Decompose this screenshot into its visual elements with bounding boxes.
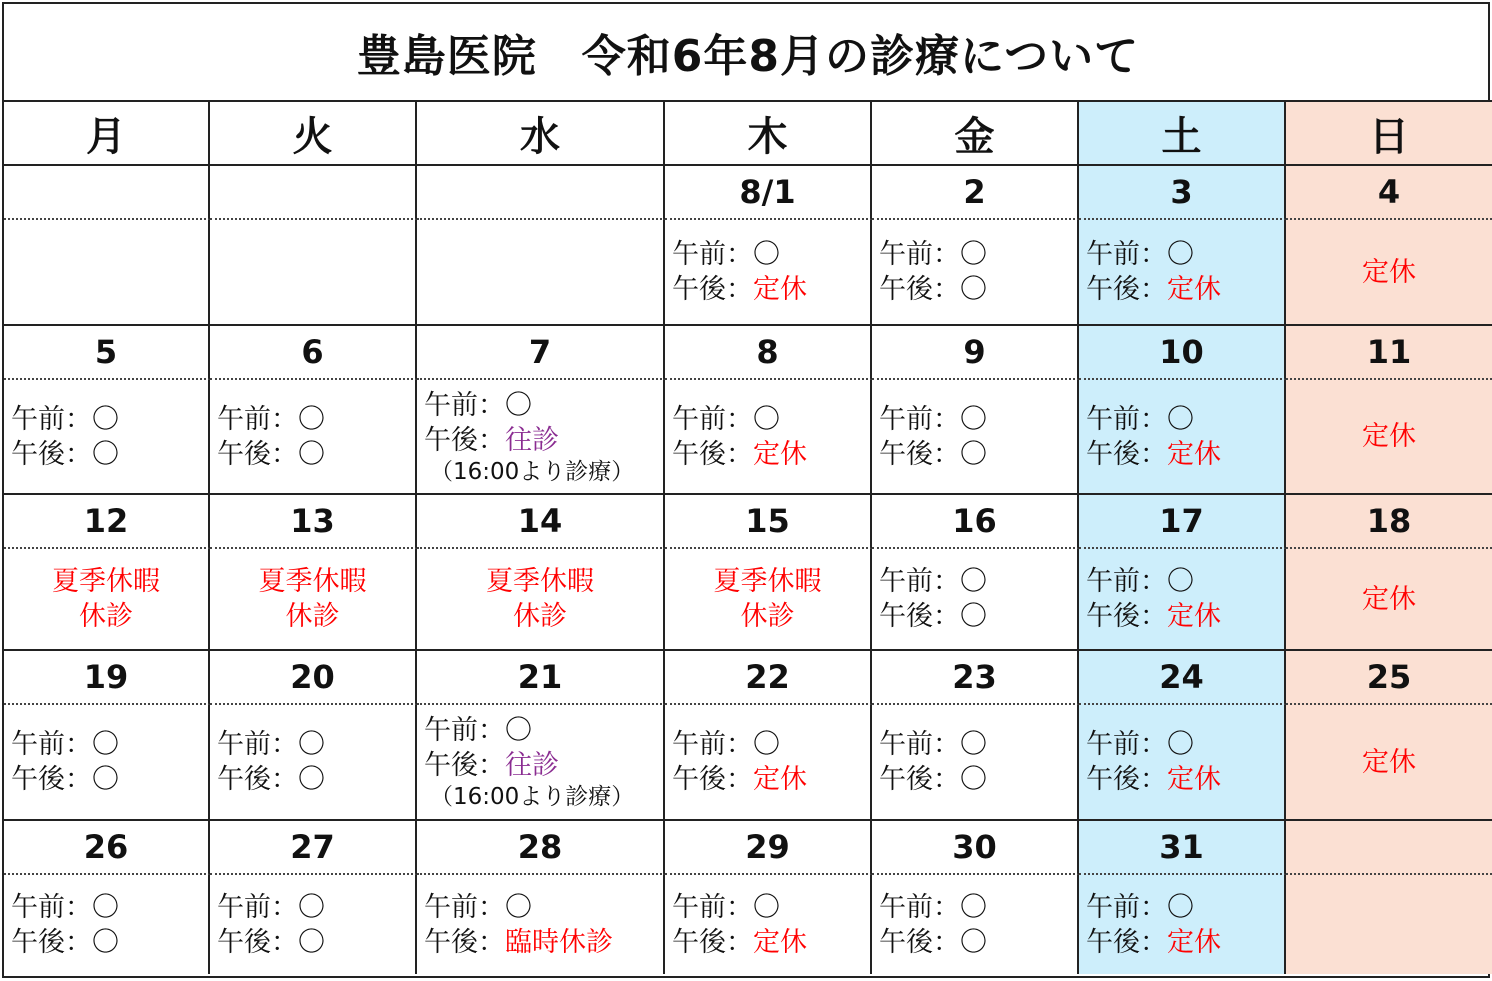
- am-label: 午前：: [879, 891, 960, 923]
- date-number: 4: [1286, 166, 1492, 220]
- am-line: [879, 402, 1077, 437]
- am-label: 午前：: [672, 891, 753, 923]
- day-cell: [210, 875, 417, 974]
- am-label: 午前：: [879, 239, 960, 270]
- weekday-header-mon: 月: [4, 102, 210, 166]
- pm-line: [11, 762, 208, 797]
- date-number: 9: [872, 326, 1079, 380]
- am-status: 〇: [298, 729, 325, 760]
- am-line: [11, 402, 208, 437]
- pm-line: [879, 599, 1077, 634]
- pm-status: 定休: [1167, 438, 1221, 470]
- weekday-header-thu: 木: [665, 102, 872, 166]
- day-cell: [1286, 875, 1492, 974]
- am-label: 午前：: [217, 403, 298, 435]
- pm-label: 午後：: [672, 764, 753, 795]
- closed-label: 定休: [1362, 746, 1416, 778]
- date-number: 23: [872, 651, 1079, 705]
- weekday-header-sun: 日: [1286, 102, 1492, 166]
- date-number: [1286, 821, 1492, 875]
- am-label: 午前：: [217, 729, 298, 760]
- am-line: [672, 727, 870, 762]
- pm-status: 〇: [298, 926, 325, 958]
- pm-label: 午後：: [879, 764, 960, 795]
- am-line: [217, 727, 415, 762]
- pm-status: 〇: [960, 601, 987, 632]
- am-status: 〇: [505, 715, 532, 746]
- day-cell: [872, 549, 1079, 651]
- pm-label: 午後：: [672, 274, 753, 305]
- holiday-status: 休診: [513, 601, 567, 632]
- date-number: 15: [665, 495, 872, 549]
- am-label: 午前：: [672, 239, 753, 270]
- day-cell: [4, 705, 210, 821]
- visit-note: （16:00より診療）: [430, 458, 635, 485]
- pm-label: 午後：: [424, 424, 505, 456]
- am-label: 午前：: [424, 891, 505, 923]
- pm-status: 定休: [1167, 274, 1221, 305]
- pm-line: [217, 762, 415, 797]
- weekday-header-wed: 水: [417, 102, 665, 166]
- pm-status: 〇: [298, 764, 325, 795]
- am-line: [672, 890, 870, 925]
- pm-line: [879, 762, 1077, 797]
- pm-label: 午後：: [11, 438, 92, 470]
- am-status: 〇: [1167, 239, 1194, 270]
- am-status: 〇: [753, 239, 780, 270]
- am-label: 午前：: [1086, 566, 1167, 597]
- holiday-label: 夏季休暇: [486, 566, 594, 597]
- page-title: 豊島医院 令和6年8月の診療について: [4, 4, 1492, 102]
- pm-status: 〇: [298, 438, 325, 470]
- pm-label: 午後：: [672, 438, 753, 470]
- pm-label: 午後：: [879, 926, 960, 958]
- am-label: 午前：: [1086, 891, 1167, 923]
- am-label: 午前：: [879, 403, 960, 435]
- am-status: 〇: [92, 729, 119, 760]
- am-line: [424, 713, 663, 748]
- pm-label: 午後：: [217, 764, 298, 795]
- day-cell: [872, 220, 1079, 326]
- date-number: 31: [1079, 821, 1286, 875]
- closed-label: 定休: [1362, 421, 1416, 452]
- date-number: 18: [1286, 495, 1492, 549]
- pm-line: [879, 925, 1077, 960]
- day-cell: [1286, 549, 1492, 651]
- pm-line: [1086, 437, 1284, 472]
- date-number: 21: [417, 651, 665, 705]
- am-status: 〇: [92, 403, 119, 435]
- date-number: 20: [210, 651, 417, 705]
- day-cell: [417, 220, 665, 326]
- day-cell: [417, 549, 665, 651]
- date-number: 26: [4, 821, 210, 875]
- pm-label: 午後：: [879, 601, 960, 632]
- am-label: 午前：: [1086, 403, 1167, 435]
- am-status: 〇: [960, 891, 987, 923]
- pm-status: 往診: [505, 750, 559, 781]
- date-number: 13: [210, 495, 417, 549]
- pm-status: 定休: [1167, 601, 1221, 632]
- pm-label: 午後：: [217, 926, 298, 958]
- holiday-status: 休診: [79, 601, 133, 632]
- am-status: 〇: [1167, 729, 1194, 760]
- am-label: 午前：: [424, 389, 505, 421]
- pm-line: [672, 437, 870, 472]
- pm-line: [11, 925, 208, 960]
- date-number: [4, 166, 210, 220]
- pm-status: 定休: [1167, 926, 1221, 958]
- am-status: 〇: [960, 729, 987, 760]
- pm-line: [879, 437, 1077, 472]
- am-line: [879, 890, 1077, 925]
- date-number: 12: [4, 495, 210, 549]
- day-cell: [4, 220, 210, 326]
- am-status: 〇: [960, 403, 987, 435]
- am-line: [879, 564, 1077, 599]
- pm-line: [672, 272, 870, 307]
- holiday-label: 夏季休暇: [258, 566, 367, 597]
- am-line: [1086, 237, 1284, 272]
- pm-label: 午後：: [879, 438, 960, 470]
- am-label: 午前：: [424, 715, 505, 746]
- pm-line: [217, 437, 415, 472]
- am-status: 〇: [298, 891, 325, 923]
- pm-line: [879, 272, 1077, 307]
- closed-label: 定休: [1362, 256, 1416, 288]
- day-cell: [665, 705, 872, 821]
- am-line: [217, 890, 415, 925]
- pm-line: [1086, 925, 1284, 960]
- am-line: [672, 402, 870, 437]
- am-status: 〇: [298, 403, 325, 435]
- pm-label: 午後：: [217, 438, 298, 470]
- am-label: 午前：: [879, 729, 960, 760]
- am-label: 午前：: [1086, 729, 1167, 760]
- am-status: 〇: [753, 729, 780, 760]
- pm-line: [672, 762, 870, 797]
- day-cell: [417, 875, 665, 974]
- am-line: [879, 237, 1077, 272]
- holiday-label: 夏季休暇: [52, 566, 160, 597]
- am-label: 午前：: [879, 566, 960, 597]
- date-number: 29: [665, 821, 872, 875]
- am-line: [11, 727, 208, 762]
- am-status: 〇: [505, 389, 532, 421]
- am-status: 〇: [505, 891, 532, 923]
- day-cell: [4, 549, 210, 651]
- pm-line: [424, 925, 663, 960]
- weekday-header-sat: 土: [1079, 102, 1286, 166]
- am-line: [879, 727, 1077, 762]
- date-number: 24: [1079, 651, 1286, 705]
- day-cell: [872, 380, 1079, 495]
- am-label: 午前：: [217, 891, 298, 923]
- pm-label: 午後：: [1086, 438, 1167, 470]
- date-number: 7: [417, 326, 665, 380]
- pm-line: [11, 437, 208, 472]
- day-cell: [4, 380, 210, 495]
- date-number: 30: [872, 821, 1079, 875]
- calendar-table: [2, 2, 1490, 978]
- day-cell: [417, 380, 665, 495]
- pm-status: 定休: [753, 926, 807, 958]
- am-label: 午前：: [672, 403, 753, 435]
- am-line: [424, 890, 663, 925]
- am-status: 〇: [960, 566, 987, 597]
- pm-line: [1086, 272, 1284, 307]
- pm-status: 臨時休診: [505, 926, 613, 958]
- day-cell: [665, 220, 872, 326]
- closed-label: 定休: [1362, 583, 1416, 615]
- pm-line: [1086, 599, 1284, 634]
- pm-status: 定休: [753, 438, 807, 470]
- day-cell: [1286, 220, 1492, 326]
- day-cell: [872, 875, 1079, 974]
- am-status: 〇: [1167, 403, 1194, 435]
- pm-label: 午後：: [424, 926, 505, 958]
- pm-label: 午後：: [424, 750, 505, 781]
- am-line: [1086, 564, 1284, 599]
- day-cell: [1079, 549, 1286, 651]
- date-number: 6: [210, 326, 417, 380]
- pm-label: 午後：: [1086, 764, 1167, 795]
- am-line: [11, 890, 208, 925]
- pm-status: 〇: [960, 926, 987, 958]
- pm-status: 〇: [92, 764, 119, 795]
- pm-line: [424, 748, 663, 783]
- day-cell: [417, 705, 665, 821]
- pm-status: 〇: [92, 926, 119, 958]
- pm-line: [1086, 762, 1284, 797]
- pm-status: 〇: [960, 764, 987, 795]
- am-label: 午前：: [1086, 239, 1167, 270]
- am-line: [1086, 727, 1284, 762]
- day-cell: [665, 875, 872, 974]
- pm-label: 午後：: [11, 926, 92, 958]
- pm-line: [424, 423, 663, 458]
- pm-status: 定休: [753, 274, 807, 305]
- date-number: 28: [417, 821, 665, 875]
- day-cell: [210, 380, 417, 495]
- date-number: 27: [210, 821, 417, 875]
- pm-label: 午後：: [1086, 926, 1167, 958]
- am-status: 〇: [753, 403, 780, 435]
- pm-status: 定休: [753, 764, 807, 795]
- am-line: [424, 388, 663, 423]
- am-status: 〇: [960, 239, 987, 270]
- date-number: 3: [1079, 166, 1286, 220]
- pm-status: 〇: [960, 438, 987, 470]
- date-number: 11: [1286, 326, 1492, 380]
- day-cell: [1079, 875, 1286, 974]
- day-cell: [210, 705, 417, 821]
- am-status: 〇: [753, 891, 780, 923]
- day-cell: [1079, 220, 1286, 326]
- pm-label: 午後：: [879, 274, 960, 305]
- day-cell: [1079, 705, 1286, 821]
- day-cell: [872, 705, 1079, 821]
- day-cell: [1286, 380, 1492, 495]
- day-cell: [1079, 380, 1286, 495]
- day-cell: [210, 549, 417, 651]
- am-label: 午前：: [11, 891, 92, 923]
- am-label: 午前：: [11, 403, 92, 435]
- pm-label: 午後：: [1086, 274, 1167, 305]
- date-number: 5: [4, 326, 210, 380]
- pm-status: 往診: [505, 424, 559, 456]
- am-status: 〇: [92, 891, 119, 923]
- visit-note: （16:00より診療）: [430, 784, 635, 810]
- holiday-status: 休診: [285, 601, 340, 632]
- day-cell: [210, 220, 417, 326]
- date-number: [210, 166, 417, 220]
- am-status: 〇: [1167, 891, 1194, 923]
- day-cell: [665, 549, 872, 651]
- holiday-status: 休診: [740, 601, 795, 632]
- pm-label: 午後：: [1086, 601, 1167, 632]
- holiday-label: 夏季休暇: [713, 566, 822, 597]
- am-line: [1086, 402, 1284, 437]
- date-number: 10: [1079, 326, 1286, 380]
- am-status: 〇: [1167, 566, 1194, 597]
- pm-line: [217, 925, 415, 960]
- am-label: 午前：: [11, 729, 92, 760]
- day-cell: [4, 875, 210, 974]
- date-number: 25: [1286, 651, 1492, 705]
- date-number: 8/1: [665, 166, 872, 220]
- date-number: 16: [872, 495, 1079, 549]
- day-cell: [665, 380, 872, 495]
- weekday-header-fri: 金: [872, 102, 1079, 166]
- am-line: [1086, 890, 1284, 925]
- am-line: [672, 237, 870, 272]
- date-number: 19: [4, 651, 210, 705]
- date-number: 22: [665, 651, 872, 705]
- date-number: 8: [665, 326, 872, 380]
- weekday-header-tue: 火: [210, 102, 417, 166]
- pm-label: 午後：: [672, 926, 753, 958]
- am-line: [217, 402, 415, 437]
- date-number: 14: [417, 495, 665, 549]
- pm-status: 〇: [960, 274, 987, 305]
- pm-status: 定休: [1167, 764, 1221, 795]
- date-number: [417, 166, 665, 220]
- date-number: 17: [1079, 495, 1286, 549]
- pm-label: 午後：: [11, 764, 92, 795]
- date-number: 2: [872, 166, 1079, 220]
- pm-line: [672, 925, 870, 960]
- am-label: 午前：: [672, 729, 753, 760]
- pm-status: 〇: [92, 438, 119, 470]
- day-cell: [1286, 705, 1492, 821]
